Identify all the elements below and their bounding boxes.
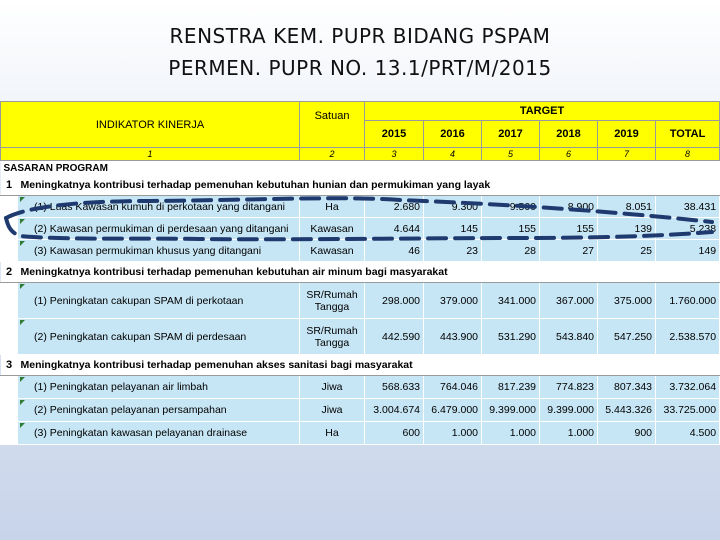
renstra-table xyxy=(0,101,720,445)
satuan-cell: Jiwa xyxy=(300,399,365,422)
satuan-cell: Kawasan xyxy=(300,240,365,262)
value-cell: 547.250 xyxy=(598,319,656,355)
header-year: 2017 xyxy=(482,121,540,148)
value-cell: 23 xyxy=(424,240,482,262)
header-year: 2016 xyxy=(424,121,482,148)
value-cell: 375.000 xyxy=(598,283,656,319)
satuan-cell xyxy=(300,283,365,319)
value-cell: 145 xyxy=(424,218,482,240)
satuan-cell: Ha xyxy=(300,422,365,445)
value-cell: 900 xyxy=(598,422,656,445)
value-cell: 443.900 xyxy=(424,319,482,355)
value-cell: 568.633 xyxy=(365,376,424,399)
satuan-cell: Kawasan xyxy=(300,218,365,240)
header-year: 2015 xyxy=(365,121,424,148)
total-cell: 5.238 xyxy=(656,218,720,240)
indicator-label: (1) Peningkatan pelayanan air limbah xyxy=(18,376,300,399)
total-cell: 38.431 xyxy=(656,196,720,218)
table-row xyxy=(1,422,720,445)
total-cell: 2.538.570 xyxy=(656,319,720,355)
table-row xyxy=(1,283,720,319)
total-cell: 1.760.000 xyxy=(656,283,720,319)
group-title: Meningkatnya kontribusi terhadap pemenuhan akses sanitasi bagi masyarakat xyxy=(18,355,720,376)
value-cell: 2.680 xyxy=(365,196,424,218)
value-cell: 28 xyxy=(482,240,540,262)
value-cell: 27 xyxy=(540,240,598,262)
total-cell: 33.725.000 xyxy=(656,399,720,422)
value-cell: 1.000 xyxy=(540,422,598,445)
satuan-cell xyxy=(300,319,365,355)
value-cell: 298.000 xyxy=(365,283,424,319)
indicator-label: (2) Peningkatan cakupan SPAM di perdesaan xyxy=(18,319,300,355)
value-cell: 600 xyxy=(365,422,424,445)
column-number: 5 xyxy=(482,148,540,161)
group-title: Meningkatnya kontribusi terhadap pemenuhan kebutuhan hunian dan permukiman yang layak xyxy=(18,175,720,196)
group-title: Meningkatnya kontribusi terhadap pemenuhan kebutuhan air minum bagi masyarakat xyxy=(18,262,720,283)
indicator-label: (1) Peningkatan cakupan SPAM di perkotaan xyxy=(18,283,300,319)
total-cell: 4.500 xyxy=(656,422,720,445)
column-number: 7 xyxy=(598,148,656,161)
page-title-line-1: RENSTRA KEM. PUPR BIDANG PSPAM xyxy=(169,24,551,48)
value-cell: 817.239 xyxy=(482,376,540,399)
value-cell: 25 xyxy=(598,240,656,262)
column-number: 3 xyxy=(365,148,424,161)
column-number: 2 xyxy=(300,148,365,161)
value-cell: 543.840 xyxy=(540,319,598,355)
table-row xyxy=(1,376,720,399)
page-title-line-2: PERMEN. PUPR NO. 13.1/PRT/M/2015 xyxy=(168,56,552,80)
value-cell: 9.500 xyxy=(482,196,540,218)
column-number: 1 xyxy=(1,148,300,161)
table-row xyxy=(1,240,720,262)
value-cell: 155 xyxy=(482,218,540,240)
indicator-label: (3) Kawasan permukiman khusus yang ditangani xyxy=(18,240,300,262)
total-cell: 3.732.064 xyxy=(656,376,720,399)
satuan-line: Tangga xyxy=(314,336,350,349)
value-cell: 367.000 xyxy=(540,283,598,319)
value-cell: 774.823 xyxy=(540,376,598,399)
value-cell: 3.004.674 xyxy=(365,399,424,422)
value-cell: 9.300 xyxy=(424,196,482,218)
satuan-line: Tangga xyxy=(314,300,350,313)
header-indikator-kinerja: INDIKATOR KINERJA xyxy=(1,102,300,148)
table-row xyxy=(1,196,720,218)
value-cell: 155 xyxy=(540,218,598,240)
value-cell: 379.000 xyxy=(424,283,482,319)
header-target: TARGET xyxy=(365,102,720,121)
header-total: TOTAL xyxy=(656,121,720,148)
value-cell: 531.290 xyxy=(482,319,540,355)
section-label: SASARAN PROGRAM xyxy=(1,161,720,176)
value-cell: 4.644 xyxy=(365,218,424,240)
satuan-cell: Ha xyxy=(300,196,365,218)
indicator-label: (1) Luas Kawasan kumuh di perkotaan yang ditangani xyxy=(18,196,300,218)
indicator-label: (2) Peningkatan pelayanan persampahan xyxy=(18,399,300,422)
column-number: 8 xyxy=(656,148,720,161)
header-satuan: Satuan xyxy=(300,102,365,148)
value-cell: 6.479.000 xyxy=(424,399,482,422)
group-number: 3 xyxy=(1,355,18,376)
column-number: 6 xyxy=(540,148,598,161)
table-row xyxy=(1,319,720,355)
value-cell: 9.399.000 xyxy=(482,399,540,422)
group-number: 2 xyxy=(1,262,18,283)
column-number: 4 xyxy=(424,148,482,161)
header-year: 2019 xyxy=(598,121,656,148)
value-cell: 8.051 xyxy=(598,196,656,218)
value-cell: 1.000 xyxy=(482,422,540,445)
table-row xyxy=(1,399,720,422)
header-year: 2018 xyxy=(540,121,598,148)
value-cell: 807.343 xyxy=(598,376,656,399)
value-cell: 1.000 xyxy=(424,422,482,445)
group-number: 1 xyxy=(1,175,18,196)
value-cell: 5.443.326 xyxy=(598,399,656,422)
satuan-line: SR/Rumah xyxy=(306,324,358,337)
table-row xyxy=(1,218,720,240)
indicator-label: (3) Peningkatan kawasan pelayanan drainase xyxy=(18,422,300,445)
value-cell: 341.000 xyxy=(482,283,540,319)
value-cell: 764.046 xyxy=(424,376,482,399)
value-cell: 8.900 xyxy=(540,196,598,218)
total-cell: 149 xyxy=(656,240,720,262)
value-cell: 9.399.000 xyxy=(540,399,598,422)
satuan-line: SR/Rumah xyxy=(306,288,358,301)
value-cell: 442.590 xyxy=(365,319,424,355)
value-cell: 139 xyxy=(598,218,656,240)
satuan-cell: Jiwa xyxy=(300,376,365,399)
indicator-label: (2) Kawasan permukiman di perdesaan yang ditangani xyxy=(18,218,300,240)
value-cell: 46 xyxy=(365,240,424,262)
